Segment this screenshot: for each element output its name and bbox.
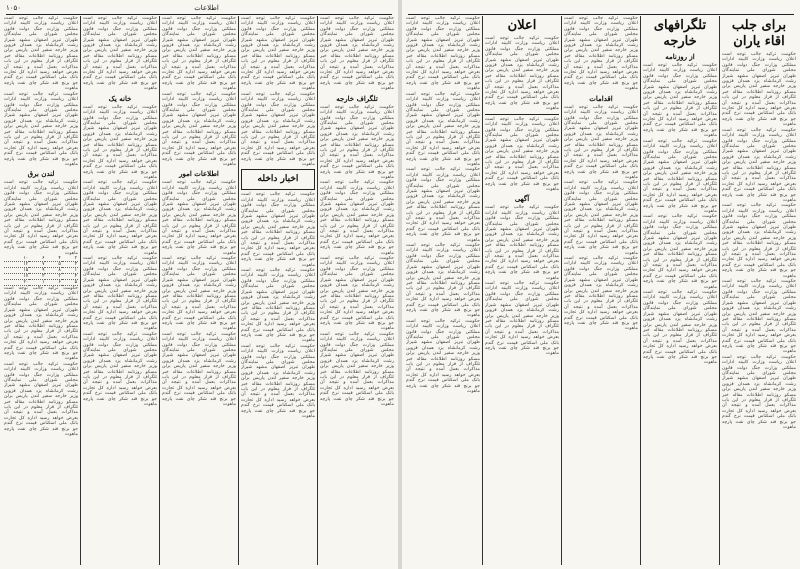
article-text: حکومت ترکیه جالب توجه است اعلان ریاست وزارت کابینه ادارات مملکتی وزارت جنگ دولت قانون مجلس شورای ملی نمایندگان طهران تبریز اصفهان مشهد شیراز رشت کرمانشاه یزد همدان قزوین وزیر خارجه سفیر لندن پاریس برلن مسکو روزنامه اطلاعات مقاله خبر تلگراف از قرار معلوم در این باب مذاکرات بعمل آمده و نتیجه آن بعرض خواهد رسید اداره کل تجارت بانک ملی اسکناس قیمت نرخ گندم جو برنج قند شکر چای نفت پارچه ماهوت xyxy=(4,91,78,167)
article-text: حکومت ترکیه جالب توجه است اعلان ریاست وزارت کابینه ادارات مملکتی وزارت جنگ دولت قانون مجلس شورای ملی نمایندگان طهران تبریز اصفهان مشهد شیراز رشت کرمانشاه یزد همدان قزوین وزیر خارجه سفیر لندن پاریس برلن مسکو روزنامه اطلاعات مقاله خبر تلگراف از قرار معلوم در این باب مذاکرات بعمل آمده و نتیجه آن بعرض خواهد رسید اداره کل تجارت بانک ملی اسکناس قیمت نرخ گندم جو برنج قند شکر چای نفت پارچه ماهوت xyxy=(485,205,559,281)
column-rule xyxy=(719,16,720,565)
section-heading: اخبار داخله xyxy=(257,174,299,185)
section-heading: اقدامات xyxy=(589,93,613,103)
right-running-header xyxy=(408,2,794,15)
article-text: حکومت ترکیه جالب توجه است اعلان ریاست وزارت کابینه ادارات مملکتی وزارت جنگ دولت قانون مجلس شورای ملی نمایندگان طهران تبریز اصفهان مشهد شیراز رشت کرمانشاه یزد همدان قزوین وزیر خارجه سفیر لندن پاریس برلن مسکو روزنامه اطلاعات مقاله خبر تلگراف از قرار معلوم در این باب مذاکرات بعمل آمده و نتیجه آن بعرض خواهد رسید اداره کل تجارت بانک ملی اسکناس قیمت نرخ گندم جو برنج قند شکر چای نفت پارچه ماهوت xyxy=(722,279,796,355)
section-heading: از روزنامه xyxy=(665,52,695,61)
lead-article-heading: برای جلب اقاء یاران xyxy=(731,18,787,49)
article-text: حکومت ترکیه جالب توجه است اعلان ریاست وزارت کابینه ادارات مملکتی وزارت جنگ دولت قانون مجلس شورای ملی نمایندگان طهران تبریز اصفهان مشهد شیراز رشت کرمانشاه یزد همدان قزوین وزیر خارجه سفیر لندن پاریس برلن مسکو روزنامه اطلاعات مقاله خبر تلگراف از قرار معلوم در این باب مذاکرات بعمل آمده و نتیجه آن بعرض خواهد رسید اداره کل تجارت بانک ملی اسکناس قیمت نرخ گندم جو برنج قند شکر چای نفت پارچه ماهوت xyxy=(485,281,559,357)
right-col-3 xyxy=(564,16,638,565)
article-text: حکومت ترکیه جالب توجه است اعلان ریاست وزارت کابینه ادارات مملکتی وزارت جنگ دولت قانون مجلس شورای ملی نمایندگان طهران تبریز اصفهان مشهد شیراز رشت کرمانشاه یزد همدان قزوین وزیر خارجه سفیر لندن پاریس برلن مسکو روزنامه اطلاعات مقاله خبر تلگراف از قرار معلوم در این باب مذاکرات بعمل آمده و نتیجه آن بعرض خواهد رسید اداره کل تجارت بانک ملی اسکناس قیمت نرخ گندم جو برنج قند شکر چای نفت پارچه ماهوت xyxy=(162,331,236,408)
article-text: حکومت ترکیه جالب توجه است اعلان ریاست وزارت کابینه ادارات مملکتی وزارت جنگ دولت قانون مجلس شورای ملی نمایندگان طهران تبریز اصفهان مشهد شیراز رشت کرمانشاه یزد همدان قزوین وزیر خارجه سفیر لندن پاریس برلن مسکو روزنامه اطلاعات مقاله خبر تلگراف از قرار معلوم در این باب مذاکرات بعمل آمده و نتیجه آن بعرض خواهد رسید اداره کل تجارت بانک ملی اسکناس قیمت نرخ گندم جو برنج قند شکر چای نفت پارچه ماهوت xyxy=(406,16,480,92)
announcement-heading: اعلان xyxy=(507,18,537,33)
article-text: حکومت ترکیه جالب توجه است اعلان ریاست وزارت کابینه ادارات مملکتی وزارت جنگ دولت قانون مجلس شورای ملی نمایندگان طهران تبریز اصفهان مشهد شیراز رشت کرمانشاه یزد همدان قزوین وزیر خارجه سفیر لندن پاریس برلن مسکو روزنامه اطلاعات مقاله خبر تلگراف از قرار معلوم در این باب مذاکرات بعمل آمده و نتیجه آن بعرض خواهد رسید اداره کل تجارت بانک ملی اسکناس قیمت نرخ گندم جو برنج قند شکر چای نفت پارچه ماهوت xyxy=(4,16,78,92)
column-rule xyxy=(159,16,160,565)
right-col-4 xyxy=(485,16,559,565)
section-heading: لندن برق xyxy=(27,169,55,179)
article-text: حکومت ترکیه جالب توجه است اعلان ریاست وزارت کابینه ادارات مملکتی وزارت جنگ دولت قانون مجلس شورای ملی نمایندگان طهران تبریز اصفهان مشهد شیراز رشت کرمانشاه یزد همدان قزوین وزیر خارجه سفیر لندن پاریس برلن مسکو روزنامه اطلاعات مقاله خبر تلگراف از قرار معلوم در این باب مذاکرات بعمل آمده و نتیجه آن بعرض خواهد رسید اداره کل تجارت بانک ملی اسکناس قیمت نرخ گندم جو برنج قند شکر چای نفت پارچه ماهوت xyxy=(643,63,717,139)
section-heading: اطلاعات امور xyxy=(179,169,219,179)
article-text: حکومت ترکیه جالب توجه است اعلان ریاست وزارت کابینه ادارات مملکتی وزارت جنگ دولت قانون مجلس شورای ملی نمایندگان طهران تبریز اصفهان مشهد شیراز رشت کرمانشاه یزد همدان قزوین وزیر خارجه سفیر لندن پاریس برلن مسکو روزنامه اطلاعات مقاله خبر تلگراف از قرار معلوم در این باب مذاکرات بعمل آمده و نتیجه آن بعرض خواهد رسید اداره کل تجارت بانک ملی اسکناس قیمت نرخ گندم جو برنج قند شکر چای نفت پارچه ماهوت xyxy=(320,331,394,408)
table-row: ۱ ۸ ۹ ۱۵ xyxy=(4,268,78,274)
article-text: حکومت ترکیه جالب توجه است اعلان ریاست وزارت کابینه ادارات مملکتی وزارت جنگ دولت قانون مجلس شورای ملی نمایندگان طهران تبریز اصفهان مشهد شیراز رشت کرمانشاه یزد همدان قزوین وزیر خارجه سفیر لندن پاریس برلن مسکو روزنامه اطلاعات مقاله خبر تلگراف از قرار معلوم در این باب مذاکرات بعمل آمده و نتیجه آن بعرض خواهد رسید اداره کل تجارت بانک ملی اسکناس قیمت نرخ گندم جو برنج قند شکر چای نفت پارچه ماهوت xyxy=(4,361,78,438)
divider xyxy=(485,114,559,115)
article-text: حکومت ترکیه جالب توجه است اعلان ریاست وزارت کابینه ادارات مملکتی وزارت جنگ دولت قانون مجلس شورای ملی نمایندگان طهران تبریز اصفهان مشهد شیراز رشت کرمانشاه یزد همدان قزوین وزیر خارجه سفیر لندن پاریس برلن مسکو روزنامه اطلاعات مقاله خبر تلگراف از قرار معلوم در این باب مذاکرات بعمل آمده و نتیجه آن بعرض خواهد رسید اداره کل تجارت بانک ملی اسکناس قیمت نرخ گندم جو برنج قند شکر چای نفت پارچه ماهوت xyxy=(162,16,236,92)
column-rule xyxy=(317,16,318,565)
left-col-2 xyxy=(83,16,157,565)
column-rule xyxy=(640,16,641,565)
column-rule xyxy=(561,16,562,565)
article-text: حکومت ترکیه جالب توجه است اعلان ریاست وزارت کابینه ادارات مملکتی وزارت جنگ دولت قانون مجلس شورای ملی نمایندگان طهران تبریز اصفهان مشهد شیراز رشت کرمانشاه یزد همدان قزوین وزیر خارجه سفیر لندن پاریس برلن مسکو روزنامه اطلاعات مقاله خبر تلگراف از قرار معلوم در این باب مذاکرات بعمل آمده و نتیجه آن بعرض خواهد رسید اداره کل تجارت بانک ملی اسکناس قیمت نرخ گندم جو برنج قند شکر چای نفت پارچه ماهوت xyxy=(4,180,78,256)
left-page xyxy=(0,0,398,569)
article-text: حکومت ترکیه جالب توجه است اعلان ریاست وزارت کابینه ادارات مملکتی وزارت جنگ دولت قانون مجلس شورای ملی نمایندگان طهران تبریز اصفهان مشهد شیراز رشت کرمانشاه یزد همدان قزوین وزیر خارجه سفیر لندن پاریس برلن مسکو روزنامه اطلاعات مقاله خبر تلگراف از قرار معلوم در این باب مذاکرات بعمل آمده و نتیجه آن بعرض خواهد رسید اداره کل تجارت بانک ملی اسکناس قیمت نرخ گندم جو برنج قند شکر چای نفت پارچه ماهوت xyxy=(564,16,638,92)
article-text: حکومت ترکیه جالب توجه است اعلان ریاست وزارت کابینه ادارات مملکتی وزارت جنگ دولت قانون مجلس شورای ملی نمایندگان طهران تبریز اصفهان مشهد شیراز رشت کرمانشاه یزد همدان قزوین وزیر خارجه سفیر لندن پاریس برلن مسکو روزنامه اطلاعات مقاله خبر تلگراف از قرار معلوم در این باب مذاکرات بعمل آمده و نتیجه آن بعرض خواهد رسید اداره کل تجارت بانک ملی اسکناس قیمت نرخ گندم جو برنج قند شکر چای نفت پارچه ماهوت xyxy=(162,91,236,167)
article-text: حکومت ترکیه جالب توجه است اعلان ریاست وزارت کابینه ادارات مملکتی وزارت جنگ دولت قانون مجلس شورای ملی نمایندگان طهران تبریز اصفهان مشهد شیراز رشت کرمانشاه یزد همدان قزوین وزیر خارجه سفیر لندن پاریس برلن مسکو روزنامه اطلاعات مقاله خبر تلگراف از قرار معلوم در این باب مذاکرات بعمل آمده و نتیجه آن بعرض خواهد رسید اداره کل تجارت بانک ملی اسکناس قیمت نرخ گندم جو برنج قند شکر چای نفت پارچه ماهوت xyxy=(320,16,394,92)
news-box xyxy=(241,169,315,190)
left-header-center: اطلاعات xyxy=(194,4,219,12)
left-header-left: ۱۰۵۰ xyxy=(6,4,22,12)
article-text: حکومت ترکیه جالب توجه است اعلان ریاست وزارت کابینه ادارات مملکتی وزارت جنگ دولت قانون مجلس شورای ملی نمایندگان طهران تبریز اصفهان مشهد شیراز رشت کرمانشاه یزد همدان قزوین وزیر خارجه سفیر لندن پاریس برلن مسکو روزنامه اطلاعات مقاله خبر تلگراف از قرار معلوم در این باب مذاکرات بعمل آمده و نتیجه آن بعرض خواهد رسید اداره کل تجارت بانک ملی اسکناس قیمت نرخ گندم جو برنج قند شکر چای نفت پارچه ماهوت xyxy=(564,180,638,256)
article-text: حکومت ترکیه جالب توجه است اعلان ریاست وزارت کابینه ادارات مملکتی وزارت جنگ دولت قانون مجلس شورای ملی نمایندگان طهران تبریز اصفهان مشهد شیراز رشت کرمانشاه یزد همدان قزوین وزیر خارجه سفیر لندن پاریس برلن مسکو روزنامه اطلاعات مقاله خبر تلگراف از قرار معلوم در این باب مذاکرات بعمل آمده و نتیجه آن بعرض خواهد رسید اداره کل تجارت بانک ملی اسکناس قیمت نرخ گندم جو برنج قند شکر چای نفت پارچه ماهوت xyxy=(83,104,157,180)
article-text: حکومت ترکیه جالب توجه است اعلان ریاست وزارت کابینه ادارات مملکتی وزارت جنگ دولت قانون مجلس شورای ملی نمایندگان طهران تبریز اصفهان مشهد شیراز رشت کرمانشاه یزد همدان قزوین وزیر خارجه سفیر لندن پاریس برلن مسکو روزنامه اطلاعات مقاله خبر تلگراف از قرار معلوم در این باب مذاکرات بعمل آمده و نتیجه آن بعرض خواهد رسید اداره کل تجارت بانک ملی اسکناس قیمت نرخ گندم جو برنج قند شکر چای نفت پارچه ماهوت xyxy=(406,167,480,243)
left-col-3 xyxy=(162,16,236,565)
article-text: حکومت ترکیه جالب توجه است اعلان ریاست وزارت کابینه ادارات مملکتی وزارت جنگ دولت قانون مجلس شورای ملی نمایندگان طهران تبریز اصفهان مشهد شیراز رشت کرمانشاه یزد همدان قزوین وزیر خارجه سفیر لندن پاریس برلن مسکو روزنامه اطلاعات مقاله خبر تلگراف از قرار معلوم در این باب مذاکرات بعمل آمده و نتیجه آن بعرض خواهد رسید اداره کل تجارت بانک ملی اسکناس قیمت نرخ گندم جو برنج قند شکر چای نفت پارچه ماهوت xyxy=(485,116,559,192)
article-text: حکومت ترکیه جالب توجه است اعلان ریاست وزارت کابینه ادارات مملکتی وزارت جنگ دولت قانون مجلس شورای ملی نمایندگان طهران تبریز اصفهان مشهد شیراز رشت کرمانشاه یزد همدان قزوین وزیر خارجه سفیر لندن پاریس برلن مسکو روزنامه اطلاعات مقاله خبر تلگراف از قرار معلوم در این باب مذاکرات بعمل آمده و نتیجه آن بعرض خواهد رسید اداره کل تجارت بانک ملی اسکناس قیمت نرخ گندم جو برنج قند شکر چای نفت پارچه ماهوت xyxy=(320,180,394,256)
article-text: حکومت ترکیه جالب توجه است اعلان ریاست وزارت کابینه ادارات مملکتی وزارت جنگ دولت قانون مجلس شورای ملی نمایندگان طهران تبریز اصفهان مشهد شیراز رشت کرمانشاه یزد همدان قزوین وزیر خارجه سفیر لندن پاریس برلن مسکو روزنامه اطلاعات مقاله خبر تلگراف از قرار معلوم در این باب مذاکرات بعمل آمده و نتیجه آن بعرض خواهد رسید اداره کل تجارت بانک ملی اسکناس قیمت نرخ گندم جو برنج قند شکر چای نفت پارچه ماهوت xyxy=(406,243,480,319)
left-running-header xyxy=(6,2,392,15)
table-row: ۴ ۲ ۳ ۱۷ xyxy=(4,274,78,280)
right-col-1 xyxy=(722,16,796,565)
article-text: حکومت ترکیه جالب توجه است اعلان ریاست وزارت کابینه ادارات مملکتی وزارت جنگ دولت قانون مجلس شورای ملی نمایندگان طهران تبریز اصفهان مشهد شیراز رشت کرمانشاه یزد همدان قزوین وزیر خارجه سفیر لندن پاریس برلن مسکو روزنامه اطلاعات مقاله خبر تلگراف از قرار معلوم در این باب مذاکرات بعمل آمده و نتیجه آن بعرض خواهد رسید اداره کل تجارت بانک ملی اسکناس قیمت نرخ گندم جو برنج قند شکر چای نفت پارچه ماهوت xyxy=(564,104,638,180)
column-rule xyxy=(80,16,81,565)
right-col-2 xyxy=(643,16,717,565)
article-text: حکومت ترکیه جالب توجه است اعلان ریاست وزارت کابینه ادارات مملکتی وزارت جنگ دولت قانون مجلس شورای ملی نمایندگان طهران تبریز اصفهان مشهد شیراز رشت کرمانشاه یزد همدان قزوین وزیر خارجه سفیر لندن پاریس برلن مسکو روزنامه اطلاعات مقاله خبر تلگراف از قرار معلوم در این باب مذاکرات بعمل آمده و نتیجه آن بعرض خواهد رسید اداره کل تجارت بانک ملی اسکناس قیمت نرخ گندم جو برنج قند شکر چای نفت پارچه ماهوت xyxy=(320,104,394,180)
article-text: حکومت ترکیه جالب توجه است اعلان ریاست وزارت کابینه ادارات مملکتی وزارت جنگ دولت قانون مجلس شورای ملی نمایندگان طهران تبریز اصفهان مشهد شیراز رشت کرمانشاه یزد همدان قزوین وزیر خارجه سفیر لندن پاریس برلن مسکو روزنامه اطلاعات مقاله خبر تلگراف از قرار معلوم در این باب مذاکرات بعمل آمده و نتیجه آن بعرض خواهد رسید اداره کل تجارت بانک ملی اسکناس قیمت نرخ گندم جو برنج قند شکر چای نفت پارچه ماهوت xyxy=(643,138,717,214)
foreign-telegrams-heading: تلگرافهای خارجه xyxy=(653,18,707,49)
right-col-5 xyxy=(406,16,480,565)
article-text: حکومت ترکیه جالب توجه است اعلان ریاست وزارت کابینه ادارات مملکتی وزارت جنگ دولت قانون مجلس شورای ملی نمایندگان طهران تبریز اصفهان مشهد شیراز رشت کرمانشاه یزد همدان قزوین وزیر خارجه سفیر لندن پاریس برلن مسکو روزنامه اطلاعات مقاله خبر تلگراف از قرار معلوم در این باب مذاکرات بعمل آمده و نتیجه آن بعرض خواهد رسید اداره کل تجارت بانک ملی اسکناس قیمت نرخ گندم جو برنج قند شکر چای نفت پارچه ماهوت xyxy=(643,290,717,366)
article-text: حکومت ترکیه جالب توجه است اعلان ریاست وزارت کابینه ادارات مملکتی وزارت جنگ دولت قانون مجلس شورای ملی نمایندگان طهران تبریز اصفهان مشهد شیراز رشت کرمانشاه یزد همدان قزوین وزیر خارجه سفیر لندن پاریس برلن مسکو روزنامه اطلاعات مقاله خبر تلگراف از قرار معلوم در این باب مذاکرات بعمل آمده و نتیجه آن بعرض خواهد رسید اداره کل تجارت بانک ملی اسکناس قیمت نرخ گندم جو برنج قند شکر چای نفت پارچه ماهوت xyxy=(241,192,315,268)
article-text: حکومت ترکیه جالب توجه است اعلان ریاست وزارت کابینه ادارات مملکتی وزارت جنگ دولت قانون مجلس شورای ملی نمایندگان طهران تبریز اصفهان مشهد شیراز رشت کرمانشاه یزد همدان قزوین وزیر خارجه سفیر لندن پاریس برلن مسکو روزنامه اطلاعات مقاله خبر تلگراف از قرار معلوم در این باب مذاکرات بعمل آمده و نتیجه آن بعرض خواهد رسید اداره کل تجارت بانک ملی اسکناس قیمت نرخ گندم جو برنج قند شکر چای نفت پارچه ماهوت xyxy=(241,268,315,344)
right-page xyxy=(402,0,800,569)
article-text: حکومت ترکیه جالب توجه است اعلان ریاست وزارت کابینه ادارات مملکتی وزارت جنگ دولت قانون مجلس شورای ملی نمایندگان طهران تبریز اصفهان مشهد شیراز رشت کرمانشاه یزد همدان قزوین وزیر خارجه سفیر لندن پاریس برلن مسکو روزنامه اطلاعات مقاله خبر تلگراف از قرار معلوم در این باب مذاکرات بعمل آمده و نتیجه آن بعرض خواهد رسید اداره کل تجارت بانک ملی اسکناس قیمت نرخ گندم جو برنج قند شکر چای نفت پارچه ماهوت xyxy=(83,256,157,332)
article-text: حکومت ترکیه جالب توجه است اعلان ریاست وزارت کابینه ادارات مملکتی وزارت جنگ دولت قانون مجلس شورای ملی نمایندگان طهران تبریز اصفهان مشهد شیراز رشت کرمانشاه یزد همدان قزوین وزیر خارجه سفیر لندن پاریس برلن مسکو روزنامه اطلاعات مقاله خبر تلگراف از قرار معلوم در این باب مذاکرات بعمل آمده و نتیجه آن بعرض خواهد رسید اداره کل تجارت بانک ملی اسکناس قیمت نرخ گندم جو برنج قند شکر چای نفت پارچه ماهوت xyxy=(162,256,236,332)
table-row: ۳ ۵ ۷ ۱۲ xyxy=(4,262,78,268)
article-text: حکومت ترکیه جالب توجه است اعلان ریاست وزارت کابینه ادارات مملکتی وزارت جنگ دولت قانون مجلس شورای ملی نمایندگان طهران تبریز اصفهان مشهد شیراز رشت کرمانشاه یزد همدان قزوین وزیر خارجه سفیر لندن پاریس برلن مسکو روزنامه اطلاعات مقاله خبر تلگراف از قرار معلوم در این باب مذاکرات بعمل آمده و نتیجه آن بعرض خواهد رسید اداره کل تجارت بانک ملی اسکناس قیمت نرخ گندم جو برنج قند شکر چای نفت پارچه ماهوت xyxy=(722,354,796,431)
column-rule xyxy=(482,16,483,565)
table-row: ۵ ۶ ۱ ۲۰ xyxy=(4,280,78,286)
article-text: حکومت ترکیه جالب توجه است اعلان ریاست وزارت کابینه ادارات مملکتی وزارت جنگ دولت قانون مجلس شورای ملی نمایندگان طهران تبریز اصفهان مشهد شیراز رشت کرمانشاه یزد همدان قزوین وزیر خارجه سفیر لندن پاریس برلن مسکو روزنامه اطلاعات مقاله خبر تلگراف از قرار معلوم در این باب مذاکرات بعمل آمده و نتیجه آن بعرض خواهد رسید اداره کل تجارت بانک ملی اسکناس قیمت نرخ گندم جو برنج قند شکر چای نفت پارچه ماهوت xyxy=(4,286,78,362)
article-text: حکومت ترکیه جالب توجه است اعلان ریاست وزارت کابینه ادارات مملکتی وزارت جنگ دولت قانون مجلس شورای ملی نمایندگان طهران تبریز اصفهان مشهد شیراز رشت کرمانشاه یزد همدان قزوین وزیر خارجه سفیر لندن پاریس برلن مسکو روزنامه اطلاعات مقاله خبر تلگراف از قرار معلوم در این باب مذاکرات بعمل آمده و نتیجه آن بعرض خواهد رسید اداره کل تجارت بانک ملی اسکناس قیمت نرخ گندم جو برنج قند شکر چای نفت پارچه ماهوت xyxy=(162,180,236,256)
column-rule xyxy=(238,16,239,565)
article-text: حکومت ترکیه جالب توجه است اعلان ریاست وزارت کابینه ادارات مملکتی وزارت جنگ دولت قانون مجلس شورای ملی نمایندگان طهران تبریز اصفهان مشهد شیراز رشت کرمانشاه یزد همدان قزوین وزیر خارجه سفیر لندن پاریس برلن مسکو روزنامه اطلاعات مقاله خبر تلگراف از قرار معلوم در این باب مذاکرات بعمل آمده و نتیجه آن بعرض خواهد رسید اداره کل تجارت بانک ملی اسکناس قیمت نرخ گندم جو برنج قند شکر چای نفت پارچه ماهوت xyxy=(406,318,480,395)
article-text: حکومت ترکیه جالب توجه است اعلان ریاست وزارت کابینه ادارات مملکتی وزارت جنگ دولت قانون مجلس شورای ملی نمایندگان طهران تبریز اصفهان مشهد شیراز رشت کرمانشاه یزد همدان قزوین وزیر خارجه سفیر لندن پاریس برلن مسکو روزنامه اطلاعات مقاله خبر تلگراف از قرار معلوم در این باب مذاکرات بعمل آمده و نتیجه آن بعرض خواهد رسید اداره کل تجارت بانک ملی اسکناس قیمت نرخ گندم جو برنج قند شکر چای نفت پارچه ماهوت xyxy=(722,52,796,128)
left-col-5 xyxy=(320,16,394,565)
section-heading: آگهی xyxy=(514,194,530,204)
article-text: حکومت ترکیه جالب توجه است اعلان ریاست وزارت کابینه ادارات مملکتی وزارت جنگ دولت قانون مجلس شورای ملی نمایندگان طهران تبریز اصفهان مشهد شیراز رشت کرمانشاه یزد همدان قزوین وزیر خارجه سفیر لندن پاریس برلن مسکو روزنامه اطلاعات مقاله خبر تلگراف از قرار معلوم در این باب مذاکرات بعمل آمده و نتیجه آن بعرض خواهد رسید اداره کل تجارت بانک ملی اسکناس قیمت نرخ گندم جو برنج قند شکر چای نفت پارچه ماهوت xyxy=(320,256,394,332)
left-col-4 xyxy=(241,16,315,565)
article-text: حکومت ترکیه جالب توجه است اعلان ریاست وزارت کابینه ادارات مملکتی وزارت جنگ دولت قانون مجلس شورای ملی نمایندگان طهران تبریز اصفهان مشهد شیراز رشت کرمانشاه یزد همدان قزوین وزیر خارجه سفیر لندن پاریس برلن مسکو روزنامه اطلاعات مقاله خبر تلگراف از قرار معلوم در این باب مذاکرات بعمل آمده و نتیجه آن بعرض خواهد رسید اداره کل تجارت بانک ملی اسکناس قیمت نرخ گندم جو برنج قند شکر چای نفت پارچه ماهوت xyxy=(83,331,157,408)
price-table xyxy=(4,256,78,286)
article-text: حکومت ترکیه جالب توجه است اعلان ریاست وزارت کابینه ادارات مملکتی وزارت جنگ دولت قانون مجلس شورای ملی نمایندگان طهران تبریز اصفهان مشهد شیراز رشت کرمانشاه یزد همدان قزوین وزیر خارجه سفیر لندن پاریس برلن مسکو روزنامه اطلاعات مقاله خبر تلگراف از قرار معلوم در این باب مذاکرات بعمل آمده و نتیجه آن بعرض خواهد رسید اداره کل تجارت بانک ملی اسکناس قیمت نرخ گندم جو برنج قند شکر چای نفت پارچه ماهوت xyxy=(406,91,480,167)
article-text: حکومت ترکیه جالب توجه است اعلان ریاست وزارت کابینه ادارات مملکتی وزارت جنگ دولت قانون مجلس شورای ملی نمایندگان طهران تبریز اصفهان مشهد شیراز رشت کرمانشاه یزد همدان قزوین وزیر خارجه سفیر لندن پاریس برلن مسکو روزنامه اطلاعات مقاله خبر تلگراف از قرار معلوم در این باب مذاکرات بعمل آمده و نتیجه آن بعرض خواهد رسید اداره کل تجارت بانک ملی اسکناس قیمت نرخ گندم جو برنج قند شکر چای نفت پارچه ماهوت xyxy=(83,16,157,92)
left-col-1 xyxy=(4,16,78,565)
table-row: ۲ ۴ ۶ ۱۰ xyxy=(4,256,78,262)
article-text: حکومت ترکیه جالب توجه است اعلان ریاست وزارت کابینه ادارات مملکتی وزارت جنگ دولت قانون مجلس شورای ملی نمایندگان طهران تبریز اصفهان مشهد شیراز رشت کرمانشاه یزد همدان قزوین وزیر خارجه سفیر لندن پاریس برلن مسکو روزنامه اطلاعات مقاله خبر تلگراف از قرار معلوم در این باب مذاکرات بعمل آمده و نتیجه آن بعرض خواهد رسید اداره کل تجارت بانک ملی اسکناس قیمت نرخ گندم جو برنج قند شکر چای نفت پارچه ماهوت xyxy=(241,16,315,92)
article-text: حکومت ترکیه جالب توجه است اعلان ریاست وزارت کابینه ادارات مملکتی وزارت جنگ دولت قانون مجلس شورای ملی نمایندگان طهران تبریز اصفهان مشهد شیراز رشت کرمانشاه یزد همدان قزوین وزیر خارجه سفیر لندن پاریس برلن مسکو روزنامه اطلاعات مقاله خبر تلگراف از قرار معلوم در این باب مذاکرات بعمل آمده و نتیجه آن بعرض خواهد رسید اداره کل تجارت بانک ملی اسکناس قیمت نرخ گندم جو برنج قند شکر چای نفت پارچه ماهوت xyxy=(643,214,717,290)
article-text: حکومت ترکیه جالب توجه است اعلان ریاست وزارت کابینه ادارات مملکتی وزارت جنگ دولت قانون مجلس شورای ملی نمایندگان طهران تبریز اصفهان مشهد شیراز رشت کرمانشاه یزد همدان قزوین وزیر خارجه سفیر لندن پاریس برلن مسکو روزنامه اطلاعات مقاله خبر تلگراف از قرار معلوم در این باب مذاکرات بعمل آمده و نتیجه آن بعرض خواهد رسید اداره کل تجارت بانک ملی اسکناس قیمت نرخ گندم جو برنج قند شکر چای نفت پارچه ماهوت xyxy=(83,180,157,256)
article-text: حکومت ترکیه جالب توجه است اعلان ریاست وزارت کابینه ادارات مملکتی وزارت جنگ دولت قانون مجلس شورای ملی نمایندگان طهران تبریز اصفهان مشهد شیراز رشت کرمانشاه یزد همدان قزوین وزیر خارجه سفیر لندن پاریس برلن مسکو روزنامه اطلاعات مقاله خبر تلگراف از قرار معلوم در این باب مذاکرات بعمل آمده و نتیجه آن بعرض خواهد رسید اداره کل تجارت بانک ملی اسکناس قیمت نرخ گندم جو برنج قند شکر چای نفت پارچه ماهوت xyxy=(485,36,559,112)
article-text: حکومت ترکیه جالب توجه است اعلان ریاست وزارت کابینه ادارات مملکتی وزارت جنگ دولت قانون مجلس شورای ملی نمایندگان طهران تبریز اصفهان مشهد شیراز رشت کرمانشاه یزد همدان قزوین وزیر خارجه سفیر لندن پاریس برلن مسکو روزنامه اطلاعات مقاله خبر تلگراف از قرار معلوم در این باب مذاکرات بعمل آمده و نتیجه آن بعرض خواهد رسید اداره کل تجارت بانک ملی اسکناس قیمت نرخ گندم جو برنج قند شکر چای نفت پارچه ماهوت xyxy=(722,127,796,203)
article-text: حکومت ترکیه جالب توجه است اعلان ریاست وزارت کابینه ادارات مملکتی وزارت جنگ دولت قانون مجلس شورای ملی نمایندگان طهران تبریز اصفهان مشهد شیراز رشت کرمانشاه یزد همدان قزوین وزیر خارجه سفیر لندن پاریس برلن مسکو روزنامه اطلاعات مقاله خبر تلگراف از قرار معلوم در این باب مذاکرات بعمل آمده و نتیجه آن بعرض خواهد رسید اداره کل تجارت بانک ملی اسکناس قیمت نرخ گندم جو برنج قند شکر چای نفت پارچه ماهوت xyxy=(241,91,315,167)
article-text: حکومت ترکیه جالب توجه است اعلان ریاست وزارت کابینه ادارات مملکتی وزارت جنگ دولت قانون مجلس شورای ملی نمایندگان طهران تبریز اصفهان مشهد شیراز رشت کرمانشاه یزد همدان قزوین وزیر خارجه سفیر لندن پاریس برلن مسکو روزنامه اطلاعات مقاله خبر تلگراف از قرار معلوم در این باب مذاکرات بعمل آمده و نتیجه آن بعرض خواهد رسید اداره کل تجارت بانک ملی اسکناس قیمت نرخ گندم جو برنج قند شکر چای نفت پارچه ماهوت xyxy=(241,343,315,420)
section-heading: خانه یک xyxy=(108,93,132,103)
section-heading: تلگراف خارجه xyxy=(336,93,378,103)
article-text: حکومت ترکیه جالب توجه است اعلان ریاست وزارت کابینه ادارات مملکتی وزارت جنگ دولت قانون مجلس شورای ملی نمایندگان طهران تبریز اصفهان مشهد شیراز رشت کرمانشاه یزد همدان قزوین وزیر خارجه سفیر لندن پاریس برلن مسکو روزنامه اطلاعات مقاله خبر تلگراف از قرار معلوم در این باب مذاکرات بعمل آمده و نتیجه آن بعرض خواهد رسید اداره کل تجارت بانک ملی اسکناس قیمت نرخ گندم جو برنج قند شکر چای نفت پارچه ماهوت xyxy=(722,203,796,279)
article-text: حکومت ترکیه جالب توجه است اعلان ریاست وزارت کابینه ادارات مملکتی وزارت جنگ دولت قانون مجلس شورای ملی نمایندگان طهران تبریز اصفهان مشهد شیراز رشت کرمانشاه یزد همدان قزوین وزیر خارجه سفیر لندن پاریس برلن مسکو روزنامه اطلاعات مقاله خبر تلگراف از قرار معلوم در این باب مذاکرات بعمل آمده و نتیجه آن بعرض خواهد رسید اداره کل تجارت بانک ملی اسکناس قیمت نرخ گندم جو برنج قند شکر چای نفت پارچه ماهوت xyxy=(564,256,638,332)
